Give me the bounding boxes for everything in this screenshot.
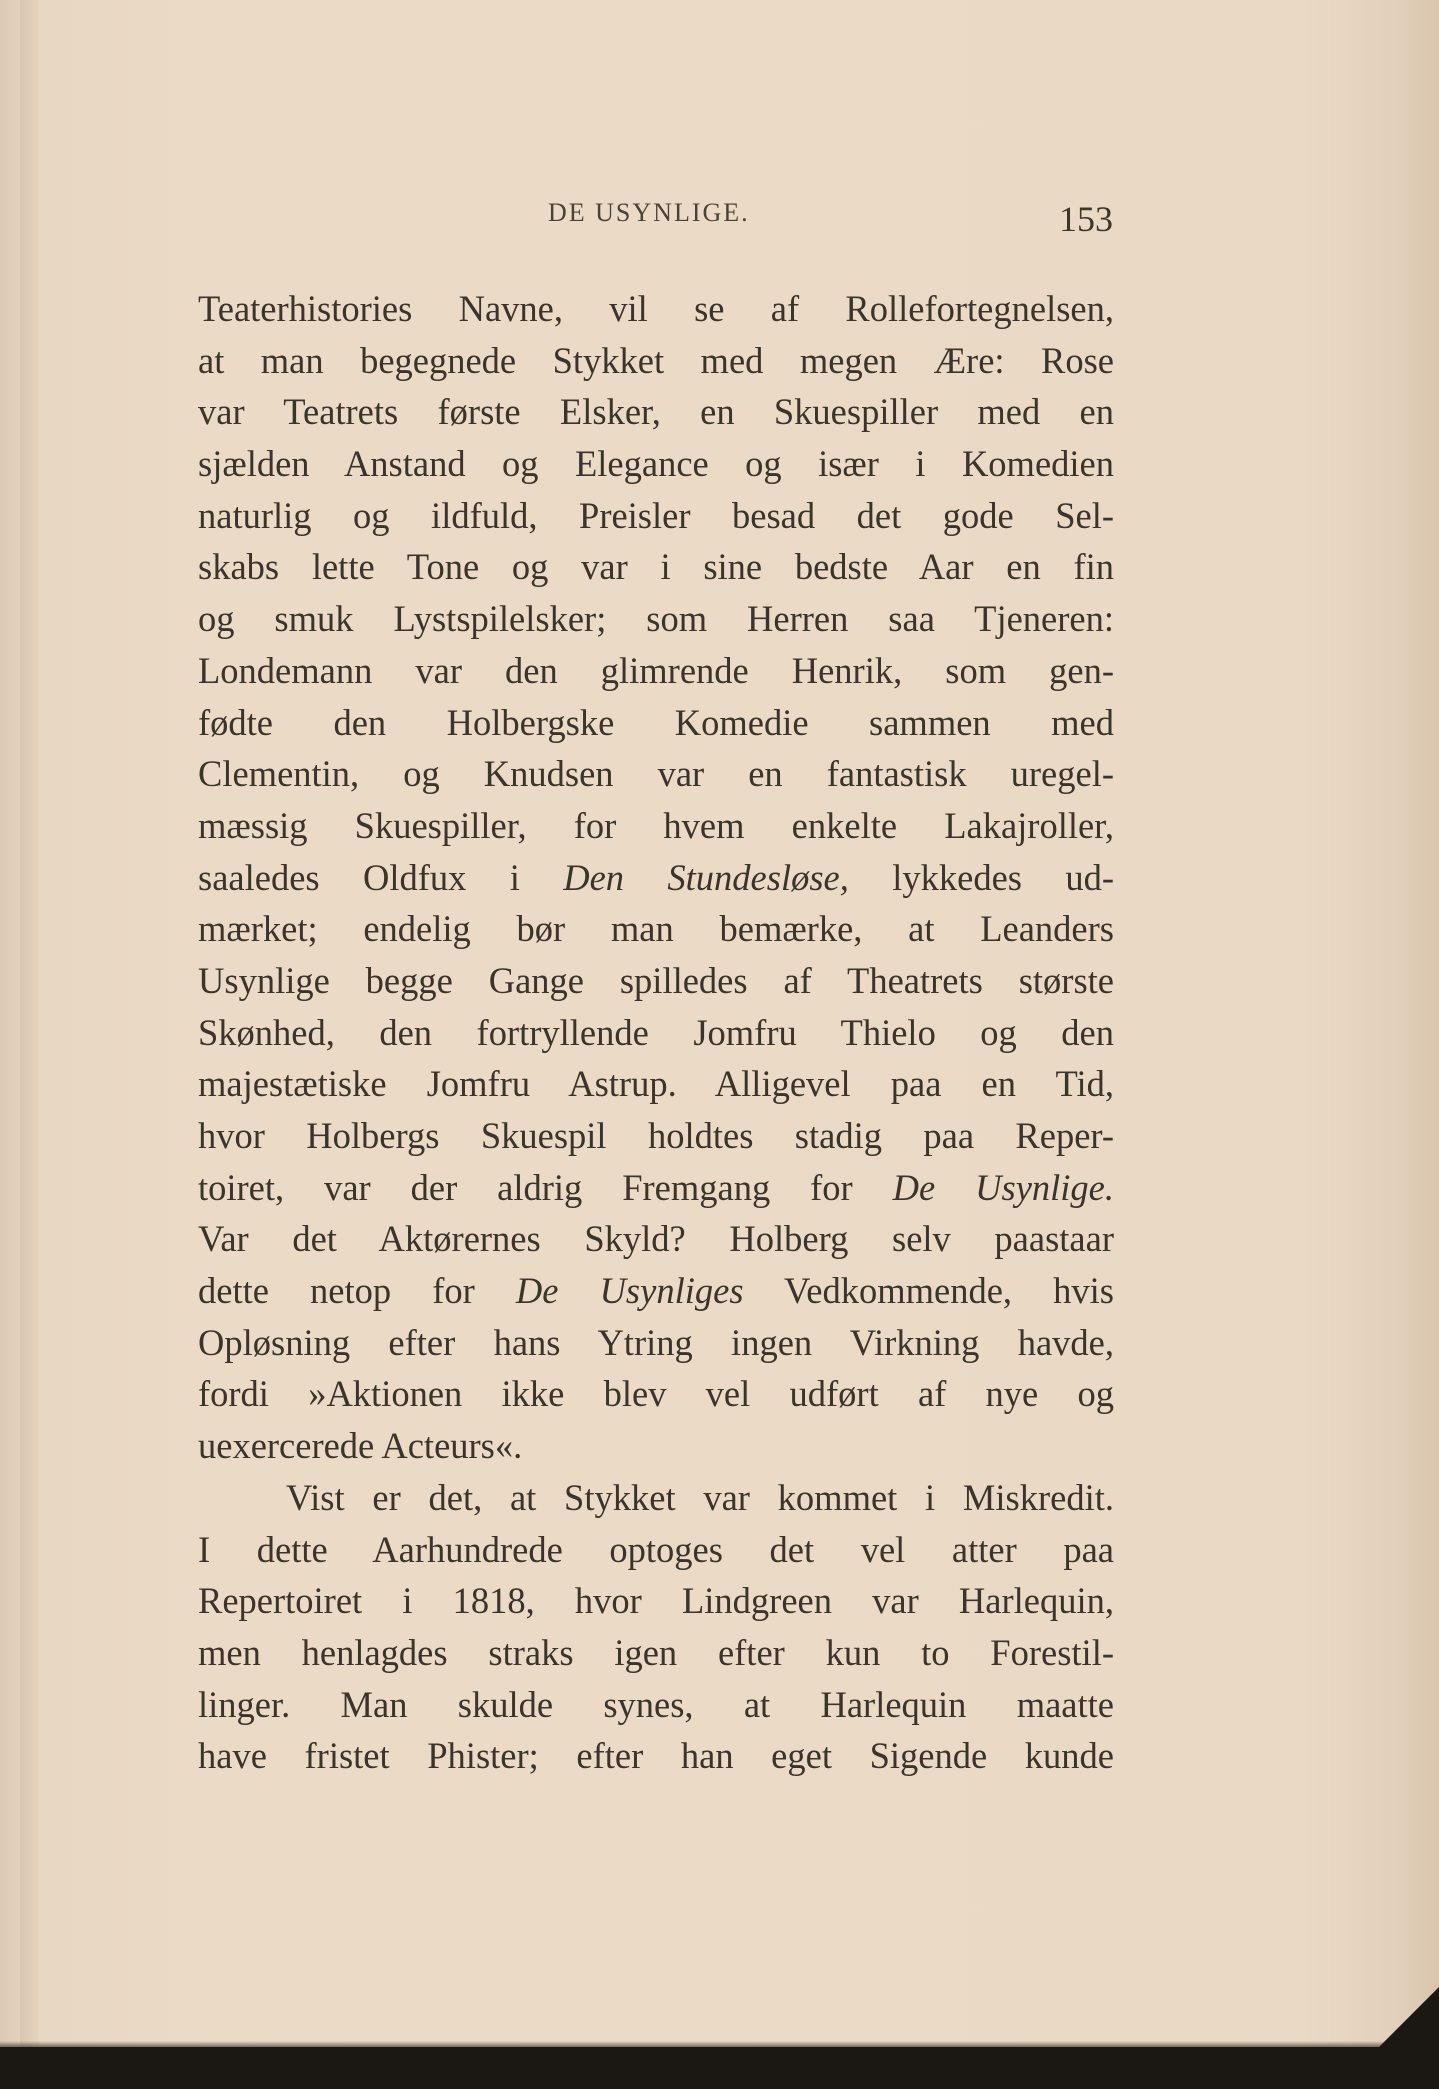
text-fragment: dette netop for	[198, 1270, 516, 1312]
text-line: at man begegnede Stykket med megen Ære: Rose	[198, 339, 1114, 381]
page-gutter-shadow	[20, 0, 38, 2089]
text-line: uexercerede Acteurs«.	[198, 1425, 523, 1467]
text-line	[198, 852, 1114, 904]
text-line: men henlagdes straks igen efter kun to Forestil-	[198, 1631, 1114, 1673]
text-line: hvor Holbergs Skuespil holdtes stadig paa Reper-	[198, 1115, 1114, 1156]
text-line: majestætiske Jomfru Astrup. Alligevel paa en Tid,	[198, 1063, 1114, 1105]
text-line: have fristet Phister; efter han eget Sigende kunde	[198, 1735, 1114, 1777]
page-number: 153	[1059, 199, 1113, 239]
text-line: Clementin, og Knudsen var en fantastisk uregel-	[198, 753, 1114, 795]
scan-bottom-edge	[0, 2047, 1439, 2089]
text-line: I dette Aarhundrede optoges det vel atter paa	[198, 1528, 1114, 1570]
text-line: naturlig og ildfuld, Preisler besad det gode Sel-	[198, 494, 1114, 536]
text-line: fordi »Aktionen ikke blev vel udført af nye og	[198, 1373, 1114, 1415]
italic-title: Den Stundesløse,	[563, 856, 849, 898]
text-line	[198, 1162, 1114, 1214]
italic-title: De Usynlige.	[892, 1166, 1114, 1208]
text-fragment: Vedkommende, hvis	[743, 1270, 1114, 1312]
text-line: Teaterhistories Navne, vil se af Rollefortegnelsen,	[198, 288, 1114, 329]
text-line: linger. Man skulde synes, at Harlequin maatte	[198, 1683, 1114, 1725]
text-line	[198, 1265, 1114, 1317]
running-head: DE USYNLIGE.	[548, 198, 750, 227]
text-line: mæssig Skuespiller, for hvem enkelte Lakajroller,	[198, 804, 1114, 846]
body-text	[198, 283, 1114, 1782]
text-line: mærket; endelig bør man bemærke, at Leanders	[198, 908, 1114, 950]
text-line: Var det Aktørernes Skyld? Holberg selv paastaar	[198, 1218, 1114, 1260]
text-line: fødte den Holbergske Komedie sammen med	[198, 701, 1114, 743]
text-line: var Teatrets første Elsker, en Skuespiller med en	[198, 391, 1114, 433]
text-line: Skønhed, den fortryllende Jomfru Thielo og den	[198, 1011, 1114, 1053]
italic-title: De Usynliges	[515, 1270, 744, 1312]
text-line: og smuk Lystspilelsker; som Herren saa Tjeneren:	[198, 598, 1114, 640]
text-line: Repertoiret i 1818, hvor Lindgreen var Harlequin,	[198, 1580, 1114, 1622]
text-line: skabs lette Tone og var i sine bedste Aar en fin	[198, 546, 1114, 588]
text-fragment: saaledes Oldfux i	[198, 856, 564, 898]
text-line: Usynlige begge Gange spilledes af Theatrets største	[198, 959, 1114, 1001]
text-line: sjælden Anstand og Elegance og især i Komedien	[198, 443, 1114, 485]
text-line: Vist er det, at Stykket var kommet i Miskredit.	[286, 1476, 1114, 1518]
text-line: Londemann var den glimrende Henrik, som gen-	[198, 649, 1114, 691]
page-corner	[1379, 1987, 1439, 2047]
text-fragment: toiret, var der aldrig Fremgang for	[198, 1166, 893, 1208]
text-line: Opløsning efter hans Ytring ingen Virkning havde,	[198, 1321, 1114, 1363]
text-fragment: lykkedes ud-	[848, 856, 1114, 898]
